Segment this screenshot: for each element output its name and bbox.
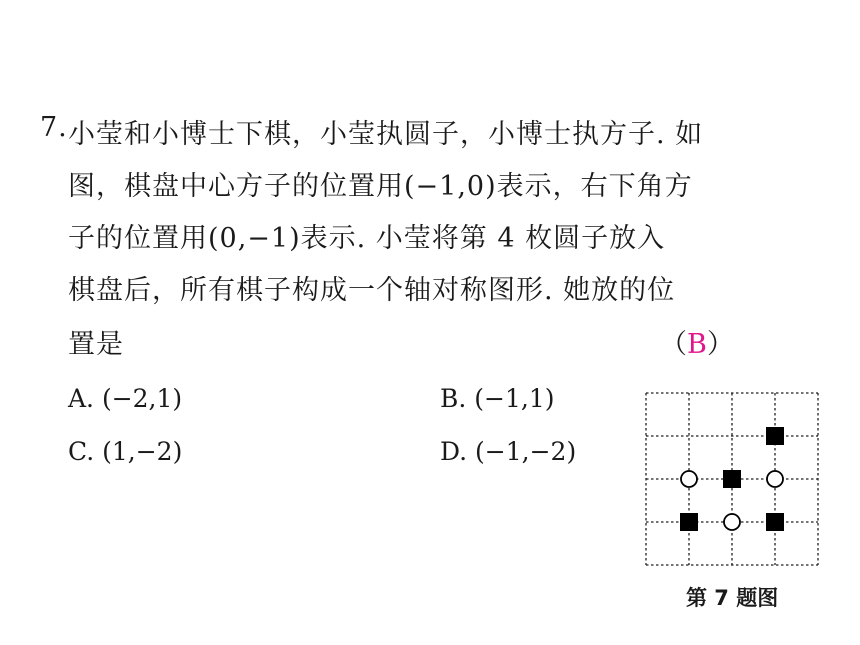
figure-caption: 第 7 题图 <box>686 586 779 610</box>
question-line-5: 置是 <box>68 329 124 360</box>
option-d: D. (−1,−2) <box>440 437 577 466</box>
question-line-2: 图，棋盘中心方子的位置用(−1,0)表示，右下角方 <box>68 171 693 202</box>
question-line-4: 棋盘后，所有棋子构成一个轴对称图形. 她放的位 <box>68 275 676 306</box>
square-piece <box>766 427 784 445</box>
question-line-1: 小莹和小博士下棋，小莹执圆子，小博士执方子. 如 <box>68 119 704 150</box>
option-c: C. (1,−2) <box>68 437 183 466</box>
square-piece <box>723 470 741 488</box>
circle-piece <box>681 471 697 487</box>
question-number: 7. <box>40 112 68 143</box>
pieces <box>680 427 784 531</box>
bracket-close: ） <box>706 329 734 360</box>
option-b: B. (−1,1) <box>440 384 555 413</box>
question-line-3: 子的位置用(0,−1)表示. 小莹将第 4 枚圆子放入 <box>68 223 666 254</box>
circle-piece <box>767 471 783 487</box>
square-piece <box>766 513 784 531</box>
circle-piece <box>724 514 740 530</box>
chessboard-figure <box>644 391 822 569</box>
answer-bracket <box>660 322 734 361</box>
answer-letter: B <box>687 329 707 360</box>
bracket-open: （ <box>660 329 687 360</box>
option-a: A. (−2,1) <box>68 384 183 413</box>
square-piece <box>680 513 698 531</box>
